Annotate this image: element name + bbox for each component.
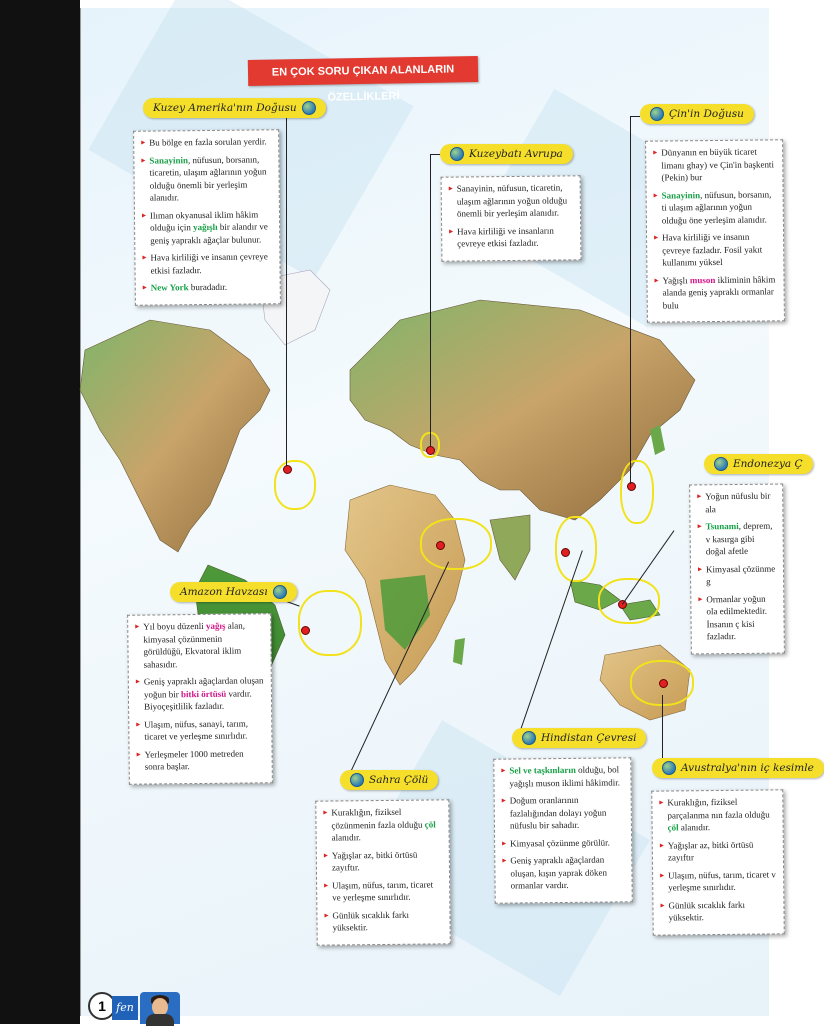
tag-label: Amazon Havzası: [180, 586, 268, 598]
highlight-term: Sanayinin: [149, 154, 188, 166]
list-item: ▸ Sanayinin, nüfusun, ticaretin, ulaşım ağlarının yoğun olduğu önemli bir yerleşim alanıdır.: [449, 181, 573, 220]
region-outline-sahra: [420, 518, 492, 570]
list-item: ▸ Günlük sıcaklık farkı yüksektir.: [324, 908, 442, 934]
highlight-term: yağış: [205, 620, 226, 631]
list-item: ▸ Geniş yapraklı ağaçlardan oluşan yoğun bir bitki örtüsü vardır. Biyoçeşitlilik fazladır.: [136, 674, 264, 713]
fen-logo: fen: [112, 996, 138, 1020]
marker-amazon: [301, 626, 310, 635]
highlight-term: çöl: [424, 818, 436, 830]
list-item: ▸ Yağışlar az, bitki örtüsü zayıftır: [660, 838, 776, 864]
list-item: ▸ Günlük sıcaklık farkı yüksektir.: [660, 898, 776, 924]
info-box-hindistan: [493, 757, 633, 903]
madagascar: [453, 638, 465, 665]
list-item: ▸ Hava kirliliği ve insanın çevreye fazladır. Fosil yakıt kullanımı yüksel: [654, 230, 776, 269]
tag-endonezya: [704, 454, 813, 474]
info-box-cin: [645, 139, 785, 322]
list-item: ▸ Hava kirliliği ve insanların çevreye etkisi fazladır.: [449, 224, 573, 250]
region-outline-amazon: [298, 590, 362, 656]
globe-icon: [650, 107, 664, 121]
list-item: ▸ New York buradadır.: [143, 280, 273, 294]
tag-amazon: [170, 582, 297, 602]
list-item: ▸ Kimyasal çözünme görülür.: [502, 836, 624, 850]
tag-avustralya: [652, 758, 824, 778]
info-box-amazon: [127, 613, 273, 784]
list-item: ▸ Kuraklığın, fiziksel parçalanma nın fazla olduğu çöl alanıdır.: [659, 795, 775, 834]
tag-hindistan: [512, 728, 646, 748]
highlight-term: Sel ve taşkınların: [509, 764, 576, 776]
list-item: ▸ Geniş yapraklı ağaçlardan oluşan, kışın yaprak döken ormanlar vardır.: [502, 853, 624, 892]
highlight-term: Tsunami: [705, 520, 739, 532]
marker-avrupa: [426, 446, 435, 455]
globe-icon: [522, 731, 536, 745]
info-box-sahra: [315, 799, 451, 945]
list-item: ▸ Tsunami, deprem, v kasırga gibi doğal afetle: [697, 520, 775, 558]
tag-kuzey-amerika: [143, 98, 326, 118]
page-title: EN ÇOK SORU ÇIKAN ALANLARIN ÖZELLİKLERİ: [248, 56, 478, 86]
marker-cin: [627, 482, 636, 491]
list-item: ▸ Kimyasal çözünme g: [698, 562, 776, 588]
japan: [650, 425, 665, 455]
info-box-kuzeybati-avrupa: [441, 175, 582, 261]
leader-kuzey-amerika: [286, 110, 287, 466]
globe-icon: [273, 585, 287, 599]
tag-label: Kuzeybatı Avrupa: [469, 148, 563, 160]
north-america-landmass: [80, 320, 270, 552]
region-outline-cin: [620, 460, 654, 524]
highlight-term: bitki örtüsü: [180, 688, 227, 699]
highlight-term: Sanayinin: [661, 189, 701, 201]
list-item: ▸ Yıl boyu düzenli yağış alan, kimyasal çözünmenin görüldüğü, Ekvatoral iklim sahasıdır.: [135, 619, 264, 670]
list-item: ▸ Yerleşmeler 1000 metreden sonra başlar.: [137, 747, 265, 773]
tag-kuzeybati-avrupa: [440, 144, 573, 164]
list-item: ▸ Ormanlar yoğun ola edilmektedir. İnsanın ç kisi fazladır.: [698, 592, 777, 643]
tag-label: Avustralya'nın iç kesimle: [681, 762, 814, 774]
globe-icon: [450, 147, 464, 161]
tag-sahra: [340, 770, 438, 790]
leader-avrupa: [430, 154, 431, 446]
highlight-term: çöl: [667, 822, 679, 833]
tag-label: Hindistan Çevresi: [541, 732, 637, 744]
info-box-endonezya: [689, 484, 785, 654]
list-item: ▸ Yağışlar az, bitki örtüsü zayıftır.: [324, 848, 442, 874]
list-item: ▸ Yoğun nüfuslu bir ala: [697, 490, 775, 516]
list-item: ▸ Kuraklığın, fiziksel çözünmenin fazla olduğu çöl alanıdır.: [323, 805, 441, 844]
page-number-badge: 1: [88, 992, 116, 1020]
list-item: ▸ Hava kirliliği ve insanın çevreye etkisi fazladır.: [142, 250, 272, 276]
globe-icon: [714, 457, 728, 471]
highlight-term: muson: [689, 274, 716, 285]
leader-avustralya: [662, 695, 663, 767]
marker-avustralya: [659, 679, 668, 688]
list-item: ▸ Yağışlı muson ikliminin hâkim alanda geniş yapraklı ormanlar bulu: [654, 273, 776, 312]
avatar-body: [146, 1014, 174, 1026]
marker-sahra: [436, 541, 445, 550]
india-landmass: [490, 515, 530, 580]
tag-label: Kuzey Amerika'nın Doğusu: [153, 102, 297, 114]
list-item: ▸ Sanayinin, nüfusun, borsanın, ti ulaşım ağlarının yoğun olduğu öne yerleşim alanıdır.: [654, 188, 776, 227]
list-item: ▸ Ulaşım, nüfus, sanayi, tarım, ticaret ve yerleşme sınırlıdır.: [136, 717, 264, 743]
globe-icon: [662, 761, 676, 775]
leader-cin: [630, 116, 631, 484]
list-item: ▸ Sel ve taşkınların olduğu, bol yağışlı muson iklimi hâkimdir.: [501, 763, 623, 789]
author-avatar: [140, 992, 180, 1024]
highlight-term: yağışlı: [193, 221, 218, 233]
info-box-avustralya: [651, 789, 785, 935]
globe-icon: [302, 101, 316, 115]
list-item: ▸ Ilıman okyanusal iklim hâkim olduğu için yağışlı bir alandır ve geniş yapraklı ağaçlar bulunur.: [142, 208, 272, 247]
leader-avrupa-cap: [430, 154, 440, 155]
leader-cin-cap: [630, 116, 640, 117]
region-outline-kuzey-amerika: [274, 460, 316, 510]
marker-hindistan: [561, 548, 570, 557]
list-item: ▸ Ulaşım, nüfus, tarım, ticaret ve yerleşme sınırlıdır.: [324, 878, 442, 904]
tag-cin: [640, 104, 754, 124]
marker-kuzey-amerika: [283, 465, 292, 474]
tag-label: Sahra Çölü: [369, 774, 429, 786]
region-outline-endonezya: [598, 578, 660, 624]
tag-label: Endonezya Ç: [733, 458, 803, 470]
tag-label: Çin'in Doğusu: [669, 108, 744, 120]
list-item: ▸ Ulaşım, nüfus, tarım, ticaret v yerleşme sınırlıdır.: [660, 868, 776, 894]
highlight-term: New York: [150, 282, 189, 293]
list-item: ▸ Doğum oranlarının fazlalığından dolayı yoğun nüfuslu bir sahadır.: [502, 793, 624, 832]
list-item: ▸ Sanayinin, nüfusun, borsanın, ticaretin, ulaşım ağlarının yoğun olduğu önemli bir yerleşim alanıdır.: [141, 153, 272, 204]
globe-icon: [350, 773, 364, 787]
list-item: ▸ Dünyanın en büyük ticaret limanı ghay) ve Çin'in başkenti (Pekin) bur: [653, 145, 775, 184]
info-box-kuzey-amerika: [133, 129, 281, 305]
list-item: ▸ Bu bölge en fazla sorulan yerdir.: [141, 135, 271, 149]
